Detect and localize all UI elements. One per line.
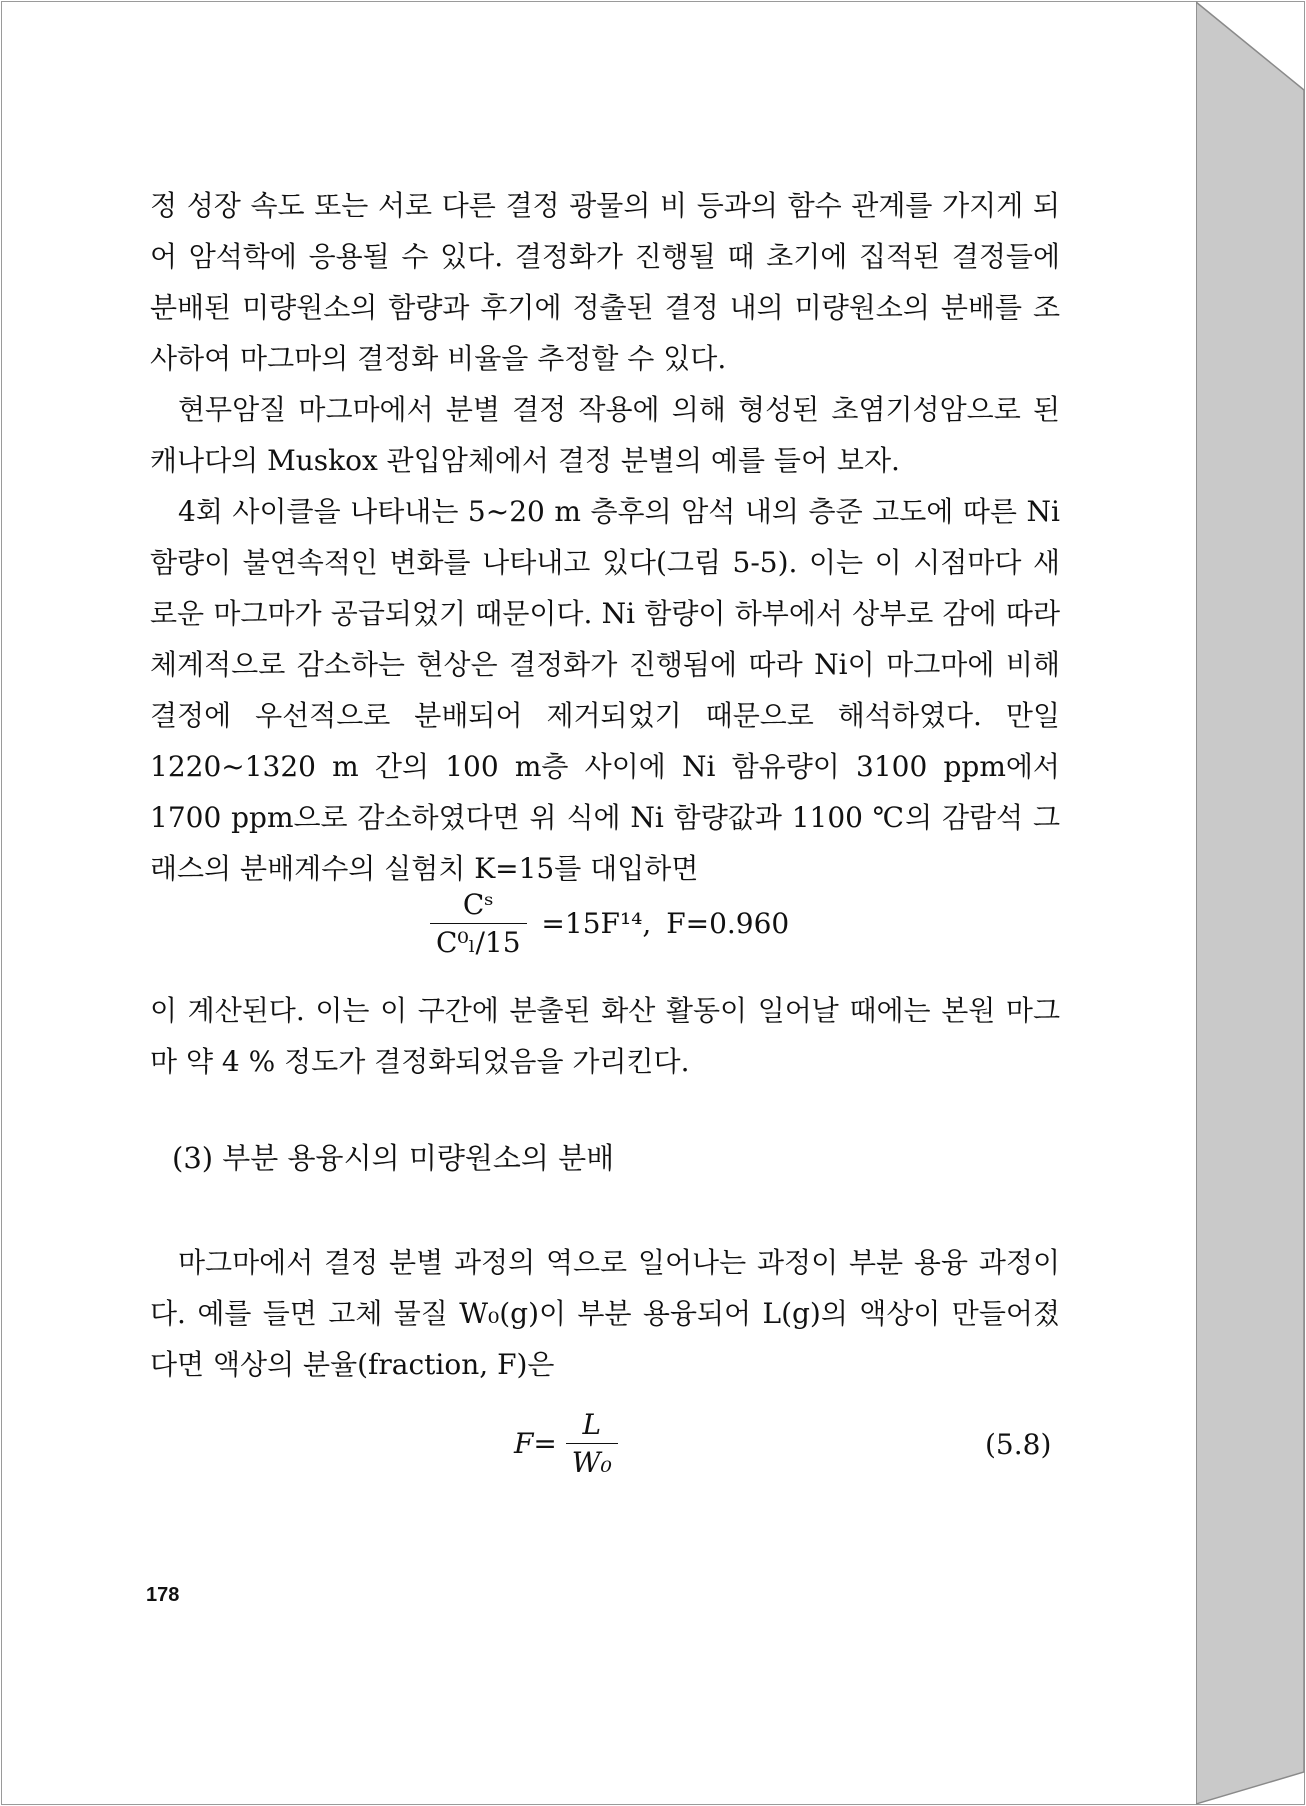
equation-2	[514, 1408, 618, 1479]
paragraph-1: 정 성장 속도 또는 서로 다른 결정 광물의 비 등과의 함수 관계를 가지게 되어 암석학에 응용될 수 있다. 결정화가 진행될 때 초기에 집적된 결정들에 분배된 미량원소의 함량과 후기에 정출된 결정 내의 미량원소의 분배를 조사하여 마그마의 결정화 비율을 추정할 수 있다.	[150, 189, 1061, 375]
equation-2-number: (5.8)	[985, 1428, 1052, 1461]
section-heading: (3) 부분 용융시의 미량원소의 분배	[172, 1141, 615, 1175]
equation-1-denominator: C⁰ₗ/15	[436, 926, 521, 959]
equation-2-numerator: L	[566, 1408, 618, 1444]
paragraph-2: 현무암질 마그마에서 분별 결정 작용에 의해 형성된 초염기성암으로 된 캐나다의 Muskox 관입암체에서 결정 분별의 예를 들어 보자.	[150, 393, 1060, 477]
equation-2-fraction	[566, 1408, 618, 1479]
equation-1-result: F=0.960	[666, 907, 790, 940]
paragraph-4: 이 계산된다. 이는 이 구간에 분출된 화산 활동이 일어날 때에는 본원 마그마 약 4 % 정도가 결정화되었음을 가리킨다.	[150, 994, 1060, 1078]
paragraph-5: 마그마에서 결정 분별 과정의 역으로 일어나는 과정이 부분 용융 과정이다. 예를 들면 고체 물질 W₀(g)이 부분 용융되어 L(g)의 액상이 만들어졌다면 액상의 분율(fraction, F)은	[150, 1246, 1060, 1381]
equation-1-fraction	[430, 888, 527, 959]
body-text-top	[150, 180, 1060, 894]
equation-2-lhs: F=	[514, 1427, 557, 1460]
paragraph-3: 4회 사이클을 나타내는 5~20 m 층후의 암석 내의 층준 고도에 따른 Ni 함량이 불연속적인 변화를 나타내고 있다(그림 5-5). 이는 이 시점마다 새로운 마그마가 공급되었기 때문이다. Ni 함량이 하부에서 상부로 감에 따라 체계적으로 감소하는 현상은 결정화가 진행됨에 따라 Ni이 마그마에 비해 결정에 우선적으로 분배되어 제거되었기 때문으로 해석하였다. 만일 1220~1320 m 간의 100 m층 사이에 Ni 함유량이 3100 ppm에서 1700 ppm으로 감소하였다면 위 식에 Ni 함량값과 1100 ℃의 감람석 그래스의 분배계수의 실험치 K=15를 대입하면	[150, 495, 1060, 885]
body-text-bottom	[150, 1237, 1060, 1390]
equation-1-numerator: Cˢ	[430, 888, 527, 924]
body-text-middle	[150, 985, 1060, 1087]
page-number: 178	[146, 1584, 180, 1606]
equation-2-denominator: W₀	[571, 1446, 612, 1479]
equation-1-rhs: =15F¹⁴,	[541, 907, 652, 940]
equation-1	[430, 888, 830, 968]
book-page-edge	[1196, 0, 1306, 1806]
